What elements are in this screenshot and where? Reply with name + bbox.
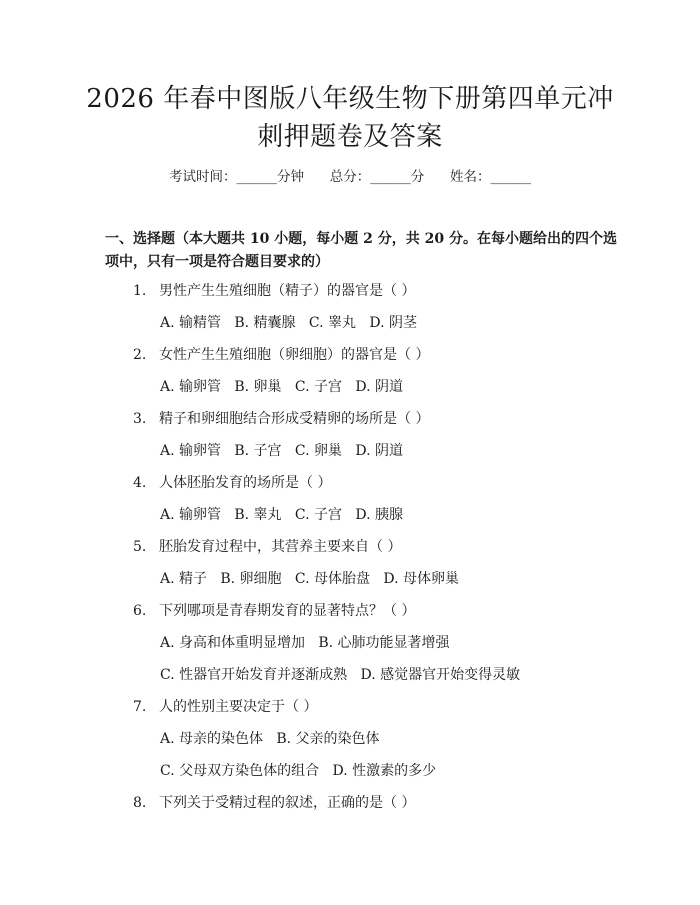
question-text: 人的性别主要决定于（ ） [159, 699, 318, 715]
question-3 [133, 409, 429, 429]
question-7-options-line-2: C. 父母双方染色体的组合 D. 性激素的多少 [160, 763, 437, 779]
question-number: 3. [133, 411, 147, 427]
page-title-line-2: 刺押题卷及答案 [257, 122, 443, 152]
question-4 [133, 473, 331, 493]
question-1 [133, 281, 415, 301]
question-5 [133, 537, 401, 557]
question-number: 5. [133, 539, 147, 555]
question-2-options: A. 输卵管 B. 卵巢 C. 子宫 D. 阴道 [160, 379, 403, 395]
section-heading-line-2: 项中，只有一项是符合题目要求的） [105, 254, 329, 270]
question-6-options-line-1: A. 身高和体重明显增加 B. 心肺功能显著增强 [160, 635, 450, 651]
question-1-options: A. 输精管 B. 精囊腺 C. 睾丸 D. 阴茎 [160, 315, 417, 331]
question-4-options: A. 输卵管 B. 睾丸 C. 子宫 D. 胰腺 [160, 507, 403, 523]
question-6-options-line-2: C. 性器官开始发育并逐渐成熟 D. 感觉器官开始变得灵敏 [160, 667, 521, 683]
question-3-options: A. 输卵管 B. 子宫 C. 卵巢 D. 阴道 [160, 443, 403, 459]
question-2 [133, 345, 429, 365]
question-number: 4. [133, 475, 147, 491]
question-number: 1. [133, 283, 147, 299]
exam-info-line: 考试时间：______分钟 总分：______分 姓名：______ [169, 169, 531, 185]
question-number: 7. [133, 699, 147, 715]
question-text: 胚胎发育过程中，其营养主要来自（ ） [159, 539, 402, 555]
question-6 [133, 601, 415, 621]
question-7-options-line-1: A. 母亲的染色体 B. 父亲的染色体 [160, 731, 380, 747]
question-text: 女性产生生殖细胞（卵细胞）的器官是（ ） [159, 347, 430, 363]
question-number: 6. [133, 603, 147, 619]
question-text: 下列关于受精过程的叙述，正确的是（ ） [159, 795, 416, 811]
question-text: 下列哪项是青春期发育的显著特点？（ ） [159, 603, 416, 619]
question-text: 人体胚胎发育的场所是（ ） [159, 475, 332, 491]
page-title-line-1: 2026 年春中图版八年级生物下册第四单元冲 [86, 84, 614, 114]
question-7 [133, 697, 317, 717]
question-5-options: A. 精子 B. 卵细胞 C. 母体胎盘 D. 母体卵巢 [160, 571, 459, 587]
question-text: 男性产生生殖细胞（精子）的器官是（ ） [159, 283, 416, 299]
question-8 [133, 793, 415, 813]
section-heading-line-1: 一、选择题（本大题共 10 小题，每小题 2 分，共 20 分。在每小题给出的四个选 [105, 231, 617, 247]
question-text: 精子和卵细胞结合形成受精卵的场所是（ ） [159, 411, 430, 427]
question-number: 8. [133, 795, 147, 811]
question-number: 2. [133, 347, 147, 363]
